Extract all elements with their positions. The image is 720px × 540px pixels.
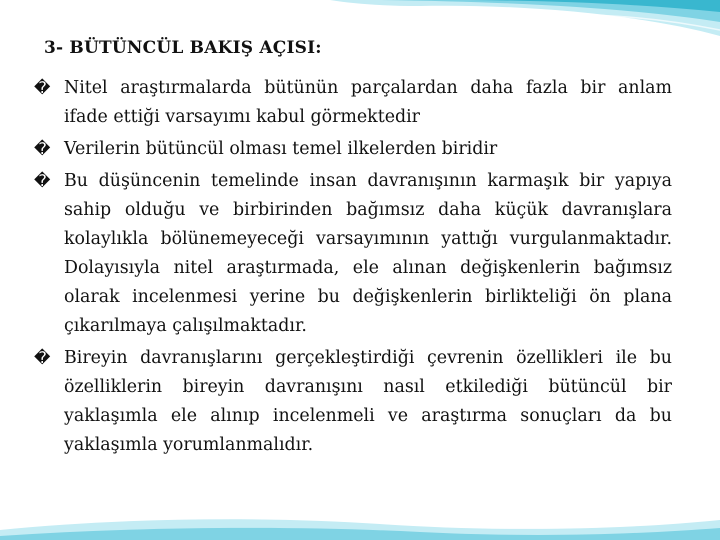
slide-title: 3- BÜTÜNCÜL BAKIŞ AÇISI: xyxy=(44,38,322,58)
bullet-item xyxy=(34,166,672,341)
replacement-character-icon: � xyxy=(34,348,51,367)
bullet-text: Verilerin bütüncül olması temel ilkelerden biridir xyxy=(64,139,498,159)
bullet-item xyxy=(34,134,672,164)
bottom-wave-decoration xyxy=(0,510,720,540)
replacement-character-icon: � xyxy=(34,139,51,158)
bullet-text: Bireyin davranışlarını gerçekleştirdiği çevrenin özellikleri ile bu özelliklerin bireyin davranışını nasıl etkilediği bütüncül bir yaklaşımla ele alınıp incelenmeli ve araştırma sonuçları da bu yaklaşımla yorumlanmalıdır. xyxy=(64,348,672,455)
bullet-item xyxy=(34,343,672,460)
bullet-text: Nitel araştırmalarda bütünün parçalardan daha fazla bir anlam ifade ettiği varsayımı kabul görmektedir xyxy=(64,78,672,127)
bullet-text: Bu düşüncenin temelinde insan davranışının karmaşık bir yapıya sahip olduğu ve birbirinden bağımsız daha küçük davranışlara kolaylıkla bölünemeyeceği varsayımının yattığı vurgulanmaktadır. Dolayısıyla nitel araştırmada, ele alınan değişkenlerin bağımsız olarak incelenmesi yerine bu değişkenlerin birlikteliği ön plana çıkarılmaya çalışılmaktadır. xyxy=(64,171,672,336)
replacement-character-icon: � xyxy=(34,78,51,97)
slide-content xyxy=(34,73,672,462)
bullet-item xyxy=(34,73,672,132)
replacement-character-icon: � xyxy=(34,171,51,190)
